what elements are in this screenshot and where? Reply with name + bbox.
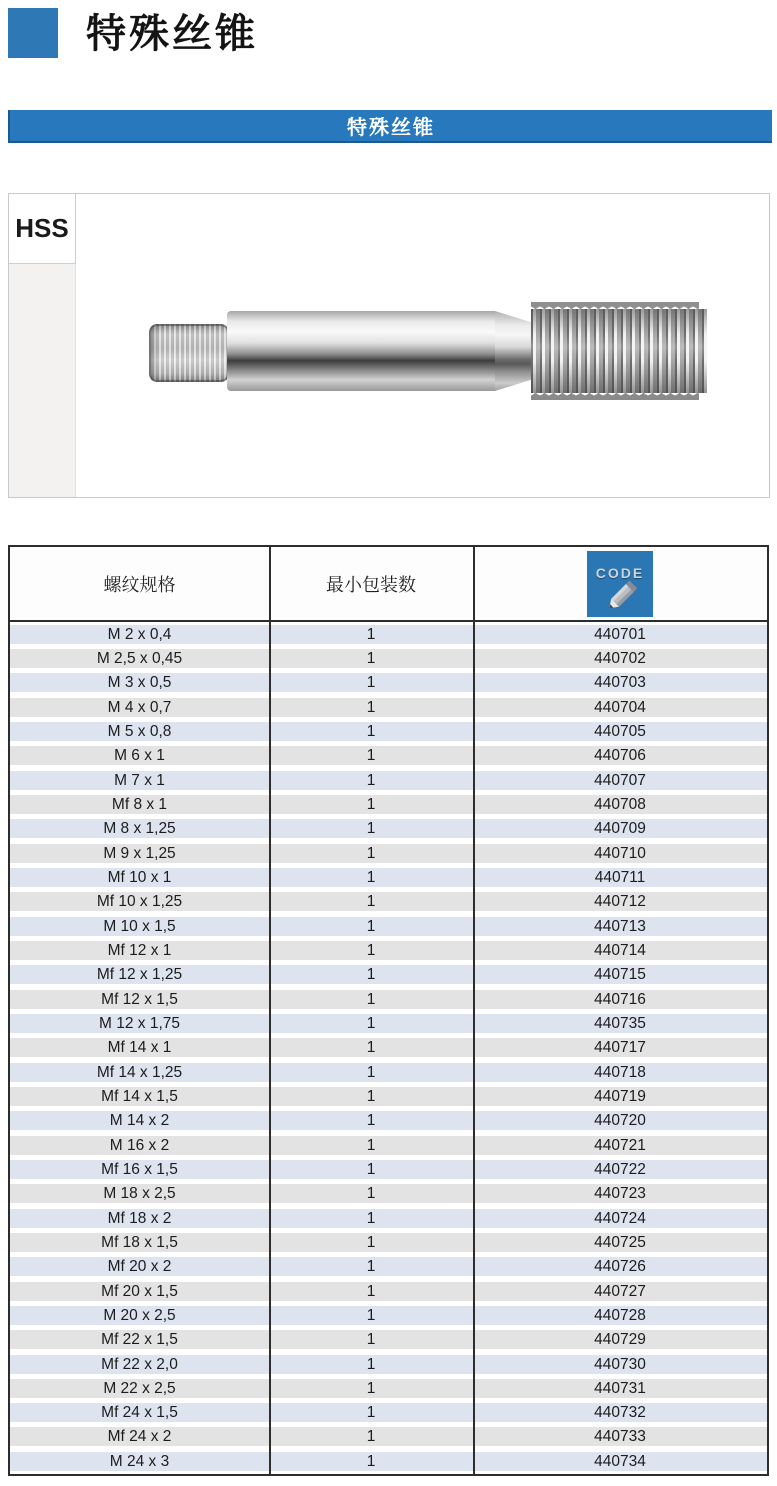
spec-cell: Mf 12 x 1,5 (101, 990, 178, 1008)
spec-cell: M 16 x 2 (109, 1136, 170, 1154)
spec-cell: Mf 20 x 2 (107, 1258, 172, 1276)
spec-cell: M 8 x 1,25 (103, 820, 176, 838)
spec-cell: Mf 12 x 1 (107, 941, 172, 959)
spec-cell: M 24 x 3 (109, 1452, 170, 1470)
table-row (10, 1449, 767, 1473)
table-row (10, 1255, 767, 1279)
table-row (10, 1084, 767, 1108)
code-cell: 440709 (594, 820, 646, 838)
product-panel (8, 193, 770, 498)
qty-cell: 1 (366, 1160, 376, 1178)
qty-cell: 1 (366, 844, 376, 862)
spec-cell: M 18 x 2,5 (103, 1185, 176, 1203)
table-row (10, 719, 767, 743)
tap-product-image (139, 299, 699, 399)
code-cell: 440718 (594, 1063, 646, 1081)
qty-cell: 1 (366, 698, 376, 716)
qty-cell: 1 (366, 771, 376, 789)
code-cell: 440716 (594, 990, 646, 1008)
table-row (10, 792, 767, 816)
code-cell: 440722 (594, 1160, 646, 1178)
qty-cell: 1 (366, 1014, 376, 1032)
qty-cell: 1 (366, 795, 376, 813)
code-cell: 440712 (594, 893, 646, 911)
spec-cell: Mf 10 x 1,25 (96, 893, 183, 911)
spec-cell: Mf 12 x 1,25 (96, 966, 183, 984)
table-row (10, 1036, 767, 1060)
qty-cell: 1 (366, 868, 376, 886)
code-cell: 440731 (594, 1379, 646, 1397)
qty-cell: 1 (366, 1185, 376, 1203)
code-cell: 440706 (594, 747, 646, 765)
spec-cell: M 14 x 2 (109, 1112, 170, 1130)
spec-cell: M 12 x 1,75 (99, 1014, 180, 1032)
column-header-qty: 最小包装数 (326, 574, 416, 595)
spec-cell: Mf 24 x 2 (107, 1428, 172, 1446)
spec-cell: M 5 x 0,8 (107, 722, 172, 740)
table-row (10, 987, 767, 1011)
material-label: HSS (9, 194, 76, 264)
code-cell: 440713 (594, 917, 646, 935)
table-row (10, 1401, 767, 1425)
qty-cell: 1 (366, 1112, 376, 1130)
spec-cell: Mf 14 x 1,5 (101, 1087, 178, 1105)
spec-cell: M 2,5 x 0,45 (96, 649, 183, 667)
code-cell: 440708 (594, 795, 646, 813)
title-accent-square (8, 8, 58, 58)
qty-cell: 1 (366, 820, 376, 838)
spec-cell: M 3 x 0,5 (107, 674, 172, 692)
code-cell: 440733 (594, 1428, 646, 1446)
spec-cell: M 6 x 1 (114, 747, 165, 765)
column-divider-1 (269, 547, 271, 1474)
section-banner-label: 特殊丝锥 (347, 117, 435, 139)
spec-cell: Mf 22 x 1,5 (101, 1331, 178, 1349)
spec-table (8, 545, 769, 1476)
qty-cell: 1 (366, 1136, 376, 1154)
code-cell: 440705 (594, 722, 646, 740)
code-cell: 440721 (594, 1136, 646, 1154)
column-header-code (473, 551, 767, 617)
table-row (10, 744, 767, 768)
code-cell: 440725 (594, 1233, 646, 1251)
table-row (10, 1425, 767, 1449)
spec-cell: M 2 x 0,4 (107, 625, 172, 643)
code-cell: 440728 (594, 1306, 646, 1324)
tap-shank (227, 311, 495, 391)
table-body (10, 622, 767, 1473)
qty-cell: 1 (366, 1282, 376, 1300)
table-row (10, 646, 767, 670)
pencil-icon (603, 578, 637, 612)
table-row (10, 695, 767, 719)
code-cell: 440724 (594, 1209, 646, 1227)
code-cell: 440723 (594, 1185, 646, 1203)
code-cell: 440702 (594, 649, 646, 667)
qty-cell: 1 (366, 990, 376, 1008)
code-cell: 440735 (594, 1014, 646, 1032)
code-badge-label: CODE (595, 565, 645, 581)
qty-cell: 1 (366, 1428, 376, 1446)
spec-cell: M 4 x 0,7 (107, 698, 172, 716)
table-row (10, 1182, 767, 1206)
qty-cell: 1 (366, 1379, 376, 1397)
tap-cone (495, 311, 531, 391)
spec-cell: Mf 18 x 2 (107, 1209, 172, 1227)
table-row (10, 1133, 767, 1157)
table-row (10, 1279, 767, 1303)
table-row (10, 1109, 767, 1133)
table-row (10, 817, 767, 841)
table-header-row (10, 547, 767, 622)
spec-cell: Mf 14 x 1 (107, 1039, 172, 1057)
spec-cell: Mf 8 x 1 (111, 795, 168, 813)
qty-cell: 1 (366, 917, 376, 935)
qty-cell: 1 (366, 1039, 376, 1057)
qty-cell: 1 (366, 1209, 376, 1227)
code-cell: 440701 (594, 625, 646, 643)
spec-cell: M 20 x 2,5 (103, 1306, 176, 1324)
qty-cell: 1 (366, 1306, 376, 1324)
qty-cell: 1 (366, 1063, 376, 1081)
spec-cell: Mf 24 x 1,5 (101, 1404, 178, 1422)
code-cell: 440730 (594, 1355, 646, 1373)
table-row (10, 1303, 767, 1327)
spec-cell: Mf 22 x 2,0 (101, 1355, 178, 1373)
spec-cell: M 10 x 1,5 (103, 917, 176, 935)
spec-cell: Mf 10 x 1 (107, 868, 172, 886)
qty-cell: 1 (366, 674, 376, 692)
table-row (10, 671, 767, 695)
code-cell: 440715 (594, 966, 646, 984)
qty-cell: 1 (366, 941, 376, 959)
qty-cell: 1 (366, 649, 376, 667)
qty-cell: 1 (366, 1233, 376, 1251)
table-row (10, 1206, 767, 1230)
table-row (10, 1230, 767, 1254)
qty-cell: 1 (366, 1355, 376, 1373)
qty-cell: 1 (366, 1331, 376, 1349)
code-cell: 440720 (594, 1112, 646, 1130)
qty-cell: 1 (366, 1258, 376, 1276)
code-cell: 440704 (594, 698, 646, 716)
spec-cell: Mf 20 x 1,5 (101, 1282, 178, 1300)
code-cell: 440727 (594, 1282, 646, 1300)
code-cell: 440719 (594, 1087, 646, 1105)
qty-cell: 1 (366, 625, 376, 643)
code-cell: 440714 (594, 941, 646, 959)
spec-cell: Mf 18 x 1,5 (101, 1233, 178, 1251)
table-row (10, 1060, 767, 1084)
table-row (10, 1328, 767, 1352)
code-badge (587, 551, 653, 617)
tap-square-drive (149, 324, 229, 382)
spec-cell: Mf 14 x 1,25 (96, 1063, 183, 1081)
section-banner (8, 110, 772, 143)
qty-cell: 1 (366, 893, 376, 911)
code-cell: 440710 (594, 844, 646, 862)
code-cell: 440717 (594, 1039, 646, 1057)
table-row (10, 1376, 767, 1400)
code-cell: 440726 (594, 1258, 646, 1276)
page-title: 特殊丝锥 (86, 12, 258, 56)
code-cell: 440711 (594, 868, 646, 886)
table-row (10, 622, 767, 646)
table-row (10, 963, 767, 987)
code-cell: 440707 (594, 771, 646, 789)
spec-cell: M 9 x 1,25 (103, 844, 176, 862)
table-row (10, 1352, 767, 1376)
code-cell: 440734 (594, 1452, 646, 1470)
qty-cell: 1 (366, 1452, 376, 1470)
table-row (10, 865, 767, 889)
table-row (10, 768, 767, 792)
table-row (10, 1157, 767, 1181)
spec-cell: M 7 x 1 (114, 771, 165, 789)
table-row (10, 841, 767, 865)
table-row (10, 938, 767, 962)
spec-cell: M 22 x 2,5 (103, 1379, 176, 1397)
table-row (10, 1011, 767, 1035)
table-row (10, 914, 767, 938)
qty-cell: 1 (366, 1404, 376, 1422)
qty-cell: 1 (366, 747, 376, 765)
qty-cell: 1 (366, 1087, 376, 1105)
column-divider-2 (473, 547, 475, 1474)
side-panel (9, 263, 76, 497)
table-row (10, 890, 767, 914)
code-cell: 440703 (594, 674, 646, 692)
code-cell: 440732 (594, 1404, 646, 1422)
spec-cell: Mf 16 x 1,5 (101, 1160, 178, 1178)
column-header-spec: 螺纹规格 (103, 574, 176, 595)
qty-cell: 1 (366, 722, 376, 740)
code-cell: 440729 (594, 1331, 646, 1349)
tap-threads (531, 309, 707, 393)
qty-cell: 1 (366, 966, 376, 984)
